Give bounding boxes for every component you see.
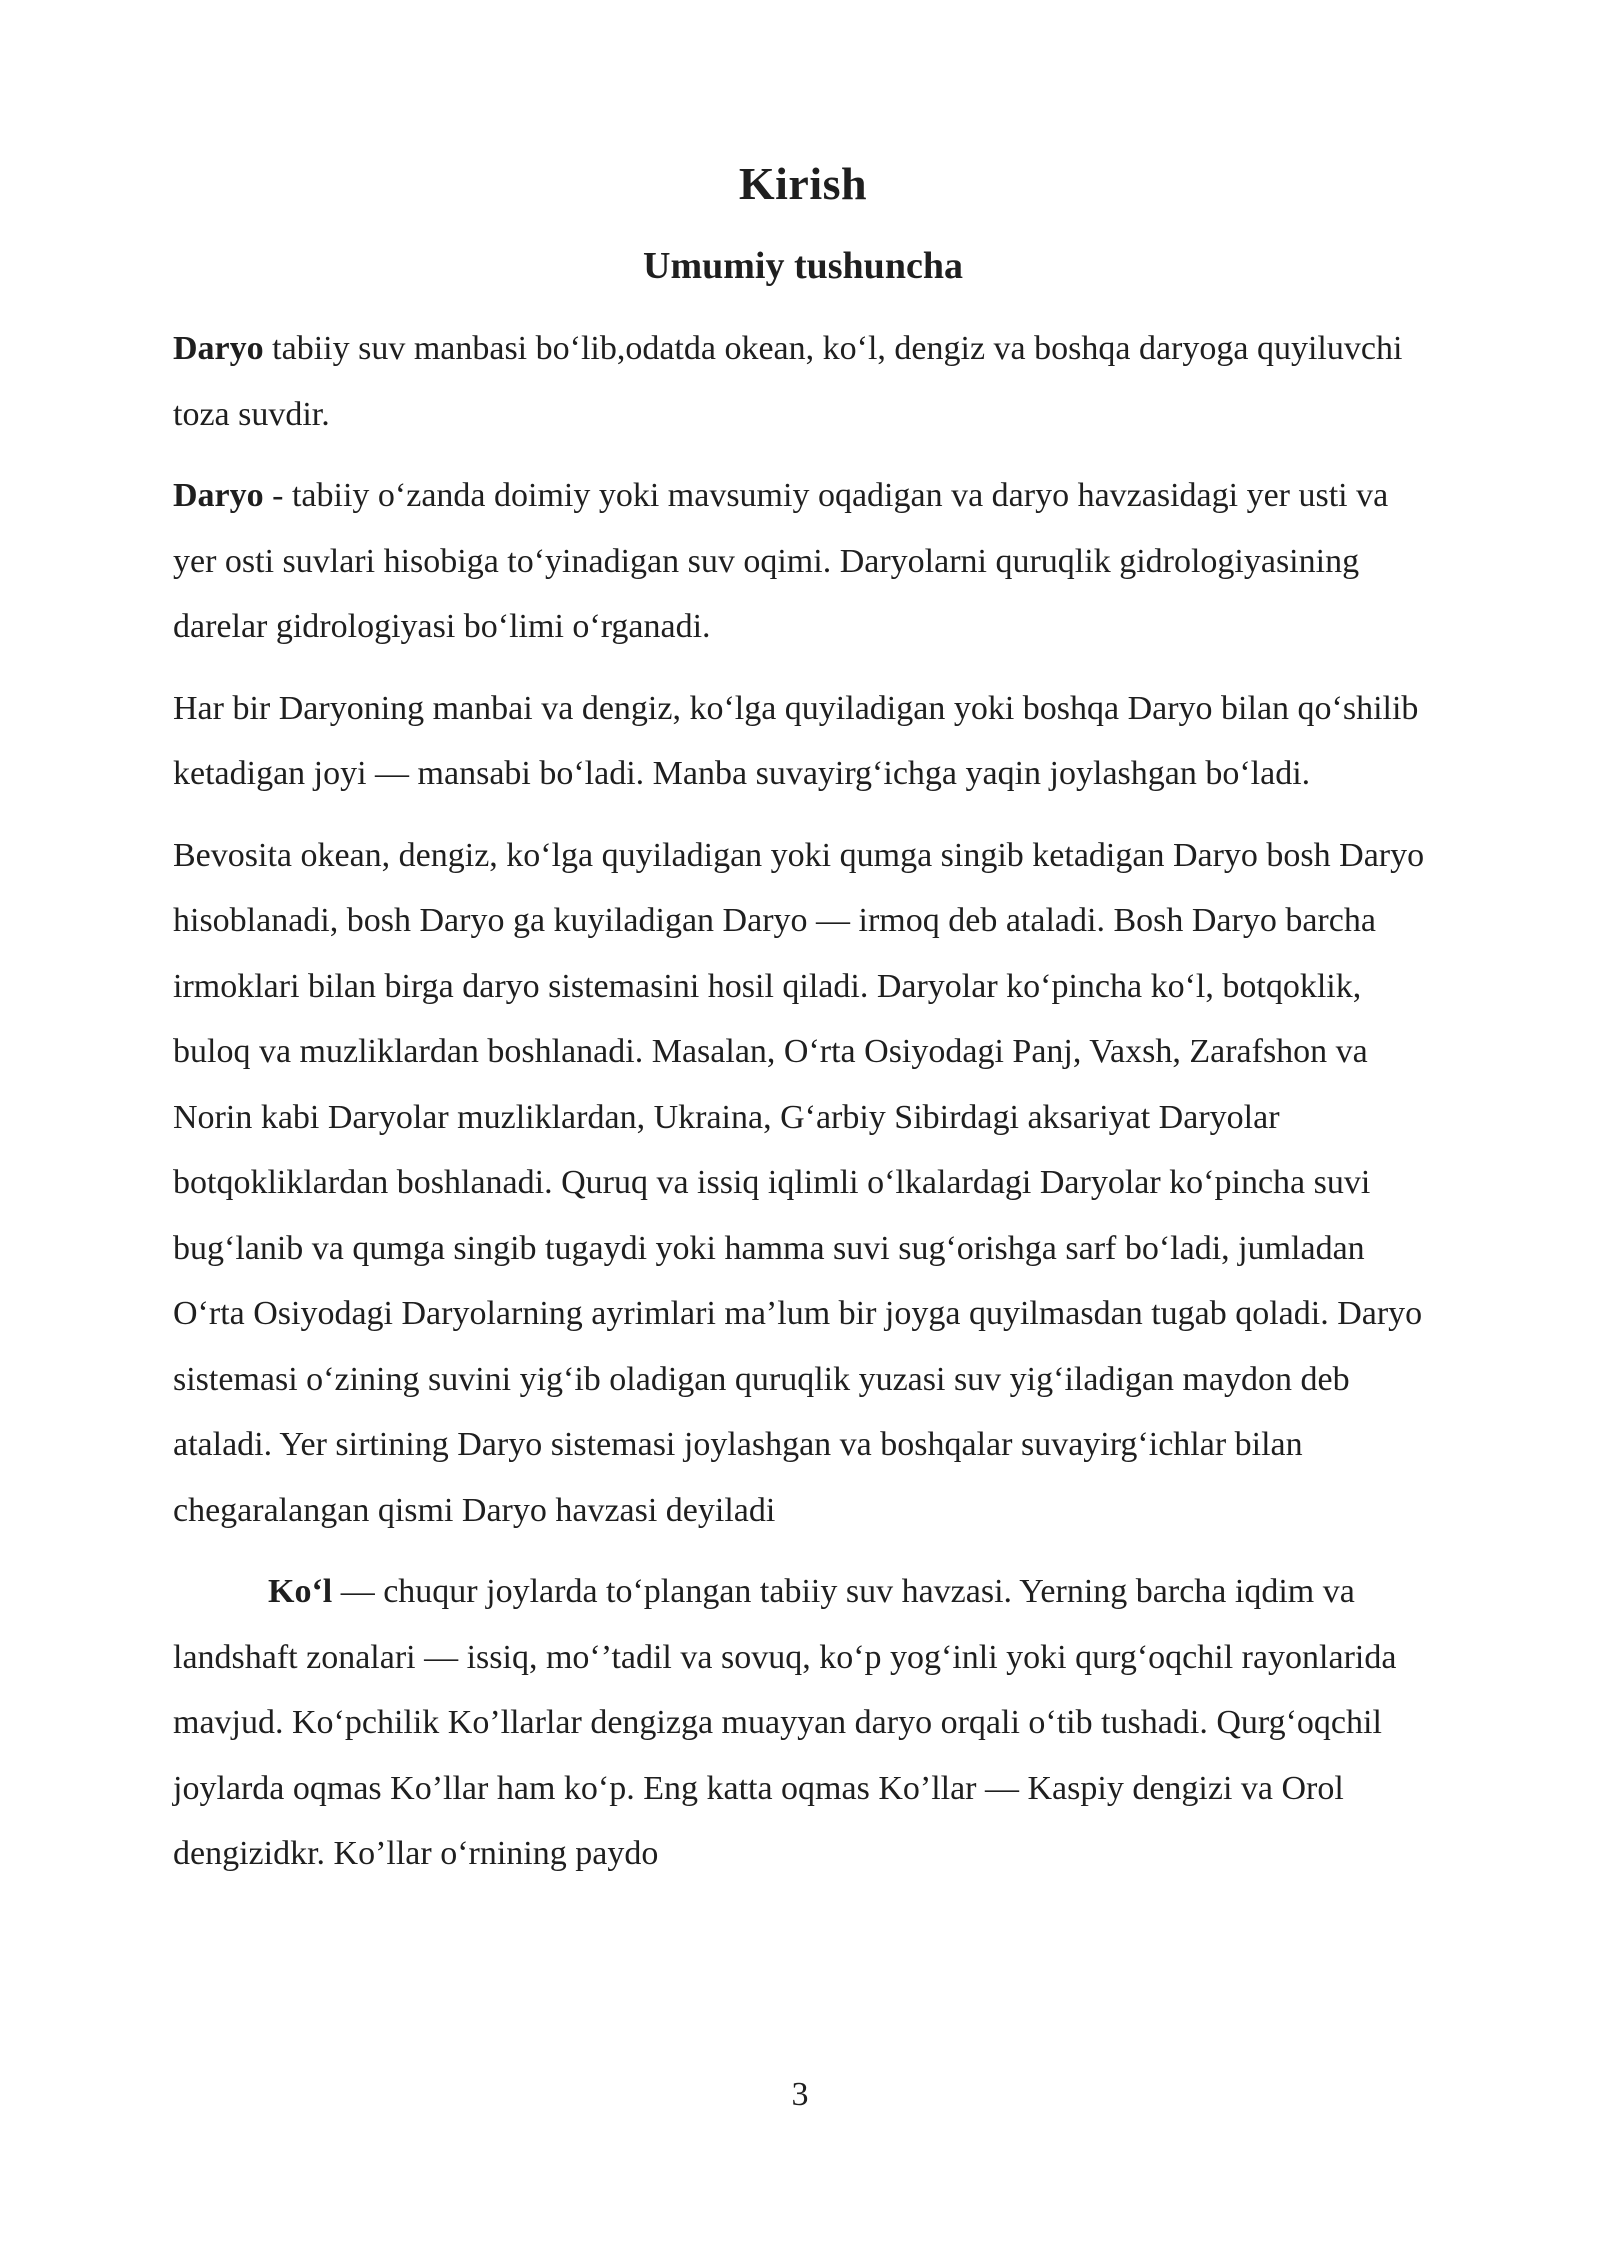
paragraph-text: tabiiy suv manbasi bo‘lib,odatda okean, ko‘l, dengiz va boshqa daryoga quyiluvchi toza suvdir.: [173, 330, 1403, 433]
paragraph-lead-term: Daryo: [173, 330, 264, 367]
paragraph-text: Bevosita okean, dengiz, ko‘lga quyiladigan yoki qumga singib ketadigan Daryo bosh Daryo hisoblanadi, bosh Daryo ga kuyiladigan Daryo — irmoq deb ataladi. Bosh Daryo barcha irmoklari bilan birga daryo sistemasini hosil qiladi. Daryolar ko‘pincha ko‘l, botqoklik, buloq va muzliklardan boshlanadi. Masalan, O‘rta Osiyodagi Panj, Vaxsh, Zarafshon va Norin kabi Daryolar muzliklardan, Ukraina, G‘arbiy Sibirdagi aksariyat Daryolar botqokliklardan boshlanadi. Quruq va issiq iqlimli o‘lkalardagi Daryolar ko‘pincha suvi bug‘lanib va qumga singib tugaydi yoki hamma suvi sug‘orishga sarf bo‘ladi, jumladan O‘rta Osiyodagi Daryolarning ayrimlari ma’lum bir joyga quyilmasdan tugab qoladi. Daryo sistemasi o‘zining suvini yig‘ib oladigan quruqlik yuzasi suv yig‘iladigan maydon deb ataladi. Yer sirtining Daryo sistemasi joylashgan va boshqalar suvayirg‘ichlar bilan chegaralangan qismi Daryo havzasi deyiladi: [173, 836, 1425, 1529]
paragraph-daryo-system: [173, 823, 1433, 1544]
paragraph-daryo-definition: [173, 316, 1433, 447]
page-number: 3: [791, 2076, 809, 2113]
paragraph-daryo-source: [173, 676, 1433, 807]
paragraph-lead-term: Ko‘l: [268, 1573, 333, 1610]
paragraph-daryo-flow: [173, 463, 1433, 660]
section-subtitle: Umumiy tushuncha: [643, 245, 963, 287]
paragraph-text: - tabiiy o‘zanda doimiy yoki mavsumiy oqadigan va daryo havzasidagi yer usti va yer osti suvlari hisobiga to‘yinadigan suv oqimi. Daryolarni quruqlik gidrologiyasining darelar gidrologiyasi bo‘limi o‘rganadi.: [173, 477, 1389, 645]
paragraph-lead-term: Daryo: [173, 477, 264, 514]
page-title: Kirish: [738, 158, 868, 209]
paragraph-kol-definition: [173, 1559, 1433, 1887]
paragraph-text: — chuqur joylarda to‘plangan tabiiy suv havzasi. Yerning barcha iqdim va landshaft zonalari — issiq, mo‘’tadil va sovuq, ko‘p yog‘inli yoki qurg‘oqchil rayonlarida mavjud. Ko‘pchilik Ko’llarlar dengizga muayyan daryo orqali o‘tib tushadi. Qurg‘oqchil joylarda oqmas Ko’llar ham ko‘p. Eng katta oqmas Ko’llar — Kaspiy dengizi va Orol dengizidkr. Ko’llar o‘rnining paydo: [173, 1573, 1397, 1872]
page-content: [173, 150, 1433, 1887]
paragraph-text: Har bir Daryoning manbai va dengiz, ko‘lga quyiladigan yoki boshqa Daryo bilan qo‘shilib ketadigan joyi — mansabi bo‘ladi. Manba suvayirg‘ichga yaqin joylashgan bo‘ladi.: [173, 689, 1419, 792]
